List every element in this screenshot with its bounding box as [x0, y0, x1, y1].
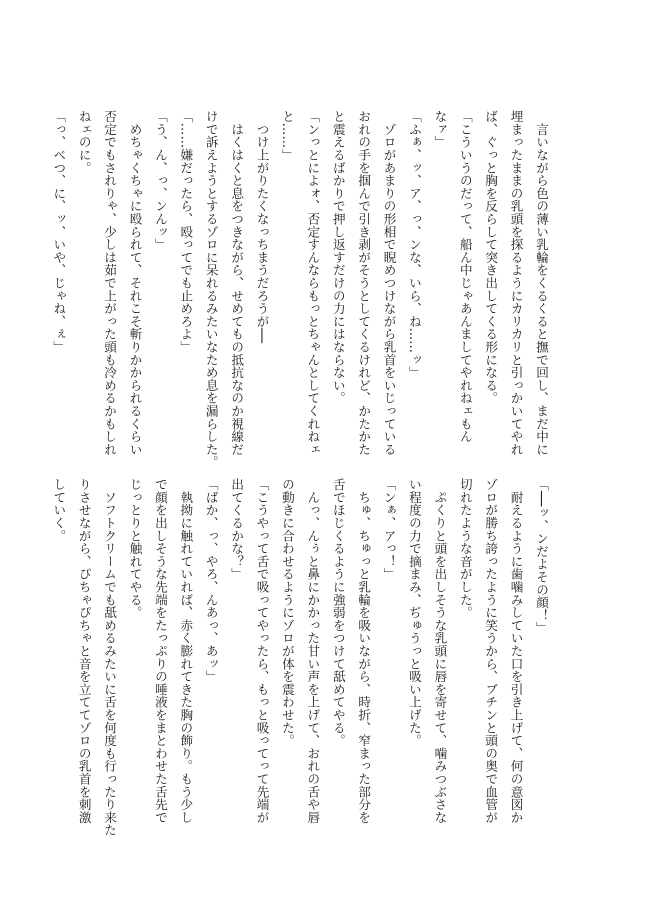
text-line: 「……嫌だったら、殴ってでも止めろよ」 [178, 110, 194, 354]
text-line: と……」 [279, 110, 295, 162]
text-line: ねェのに。 [76, 110, 92, 174]
text-line: んっ、んぅと鼻にかかった甘い声を上げて、おれの舌や唇 [305, 478, 321, 824]
text-line: していく。 [51, 478, 67, 542]
text-line: けで訴えようとするゾロに呆れるみたいなため息を漏らした。 [203, 110, 219, 469]
text-line: 「ンっとによォ、否定すんならもっとちゃんとしてくれねェ [305, 110, 321, 456]
text-line: ゾロがあまりの形相で睨めつけながら乳首をいじっている [381, 110, 397, 456]
text-line: めちゃくちゃに殴られて、それこそ斬りかかられるくらい [127, 110, 143, 456]
text-line: 「う、ん、っ、ンんッ」 [152, 110, 168, 251]
text-line: つけ上がりたくなっちまうだろうが── [254, 110, 270, 344]
text-line: で顔を出しそうな先端をたっぷりの唾液をまとわせた舌先で [152, 478, 168, 824]
text-block-top [46, 110, 554, 469]
text-line: はくはくと息をつきながら、せめてもの抵抗なのか視線だ [229, 110, 245, 456]
text-line: 埋まったままの乳頭を探るようにカリカリと引っかいてやれ [508, 110, 524, 456]
text-line: りさせながら、ぴちゃぴちゃと音を立ててゾロの乳首を刺激 [76, 478, 92, 824]
text-line: 「っ、べつ、に、ッ、いや、じゃね、ぇ」 [51, 110, 67, 354]
text-line: 「こうやって舌で吸ってやったら、もっと吸ってって先端が [254, 478, 270, 824]
text-line: 「こういうのだって、船ん中じゃあんましてやれねェもん [457, 110, 473, 443]
text-line: ソフトクリームでも舐めるみたいに舌を何度も行ったり来た [102, 478, 118, 837]
text-line: ゾロが勝ち誇ったように笑うから、ブチンと頭の奥で血管が [483, 478, 499, 824]
text-line: おれの手を掴んで引き剥がそうとしてくるけれど、かたかた [356, 110, 372, 456]
text-line: ぷくりと頭を出しそうな乳頭に唇を寄せて、噛みつぶさな [432, 478, 448, 824]
text-line: 耐えるように歯噛みしていた口を引き上げて、何の意図か [508, 478, 524, 824]
text-line: 執拗に触れていれば、赤く膨れてきた胸の飾り。もう少し [178, 478, 194, 824]
text-line: と震えるばかりで押し返すだけの力にはならない。 [330, 110, 346, 405]
text-line: 言いながら色の薄い乳輪をくるくると撫で回し、まだ中に [534, 110, 549, 456]
text-line: 「──ッ、ンだよその顔！」 [534, 478, 549, 635]
text-line: 出てくるかな？」 [229, 478, 245, 581]
text-line: じっとりと触れてやる。 [127, 478, 143, 619]
text-block-bottom [46, 478, 554, 837]
text-line: い程度の力で摘まみ、ぢゅうっと吸い上げた。 [406, 478, 422, 747]
text-line: の動きに合わせるようにゾロが体を震わせた。 [279, 478, 295, 747]
text-line: 「ンぁ、アっ！」 [381, 478, 397, 581]
text-line: 切れたような音がした。 [457, 478, 473, 619]
text-line: 舌でほじくるように強弱をつけて舐めてやる。 [330, 478, 346, 747]
text-line: ば、ぐっと胸を反らして突き出してくる形になる。 [483, 110, 499, 405]
text-line: なァ」 [432, 110, 448, 149]
text-line: ちゅ、ちゅっと乳輪を吸いながら、時折、窄まった部分を [356, 478, 372, 824]
text-line: 否定でもされりゃ、少しは茹で上がった頭も冷めるかもしれ [102, 110, 118, 456]
text-line: 「ばか、っ、やろ、んあっ、あッ」 [203, 478, 219, 683]
text-line: 「ふぁ、ッ、ア、っ、ンな、いら、ね……ッ」 [406, 110, 422, 379]
